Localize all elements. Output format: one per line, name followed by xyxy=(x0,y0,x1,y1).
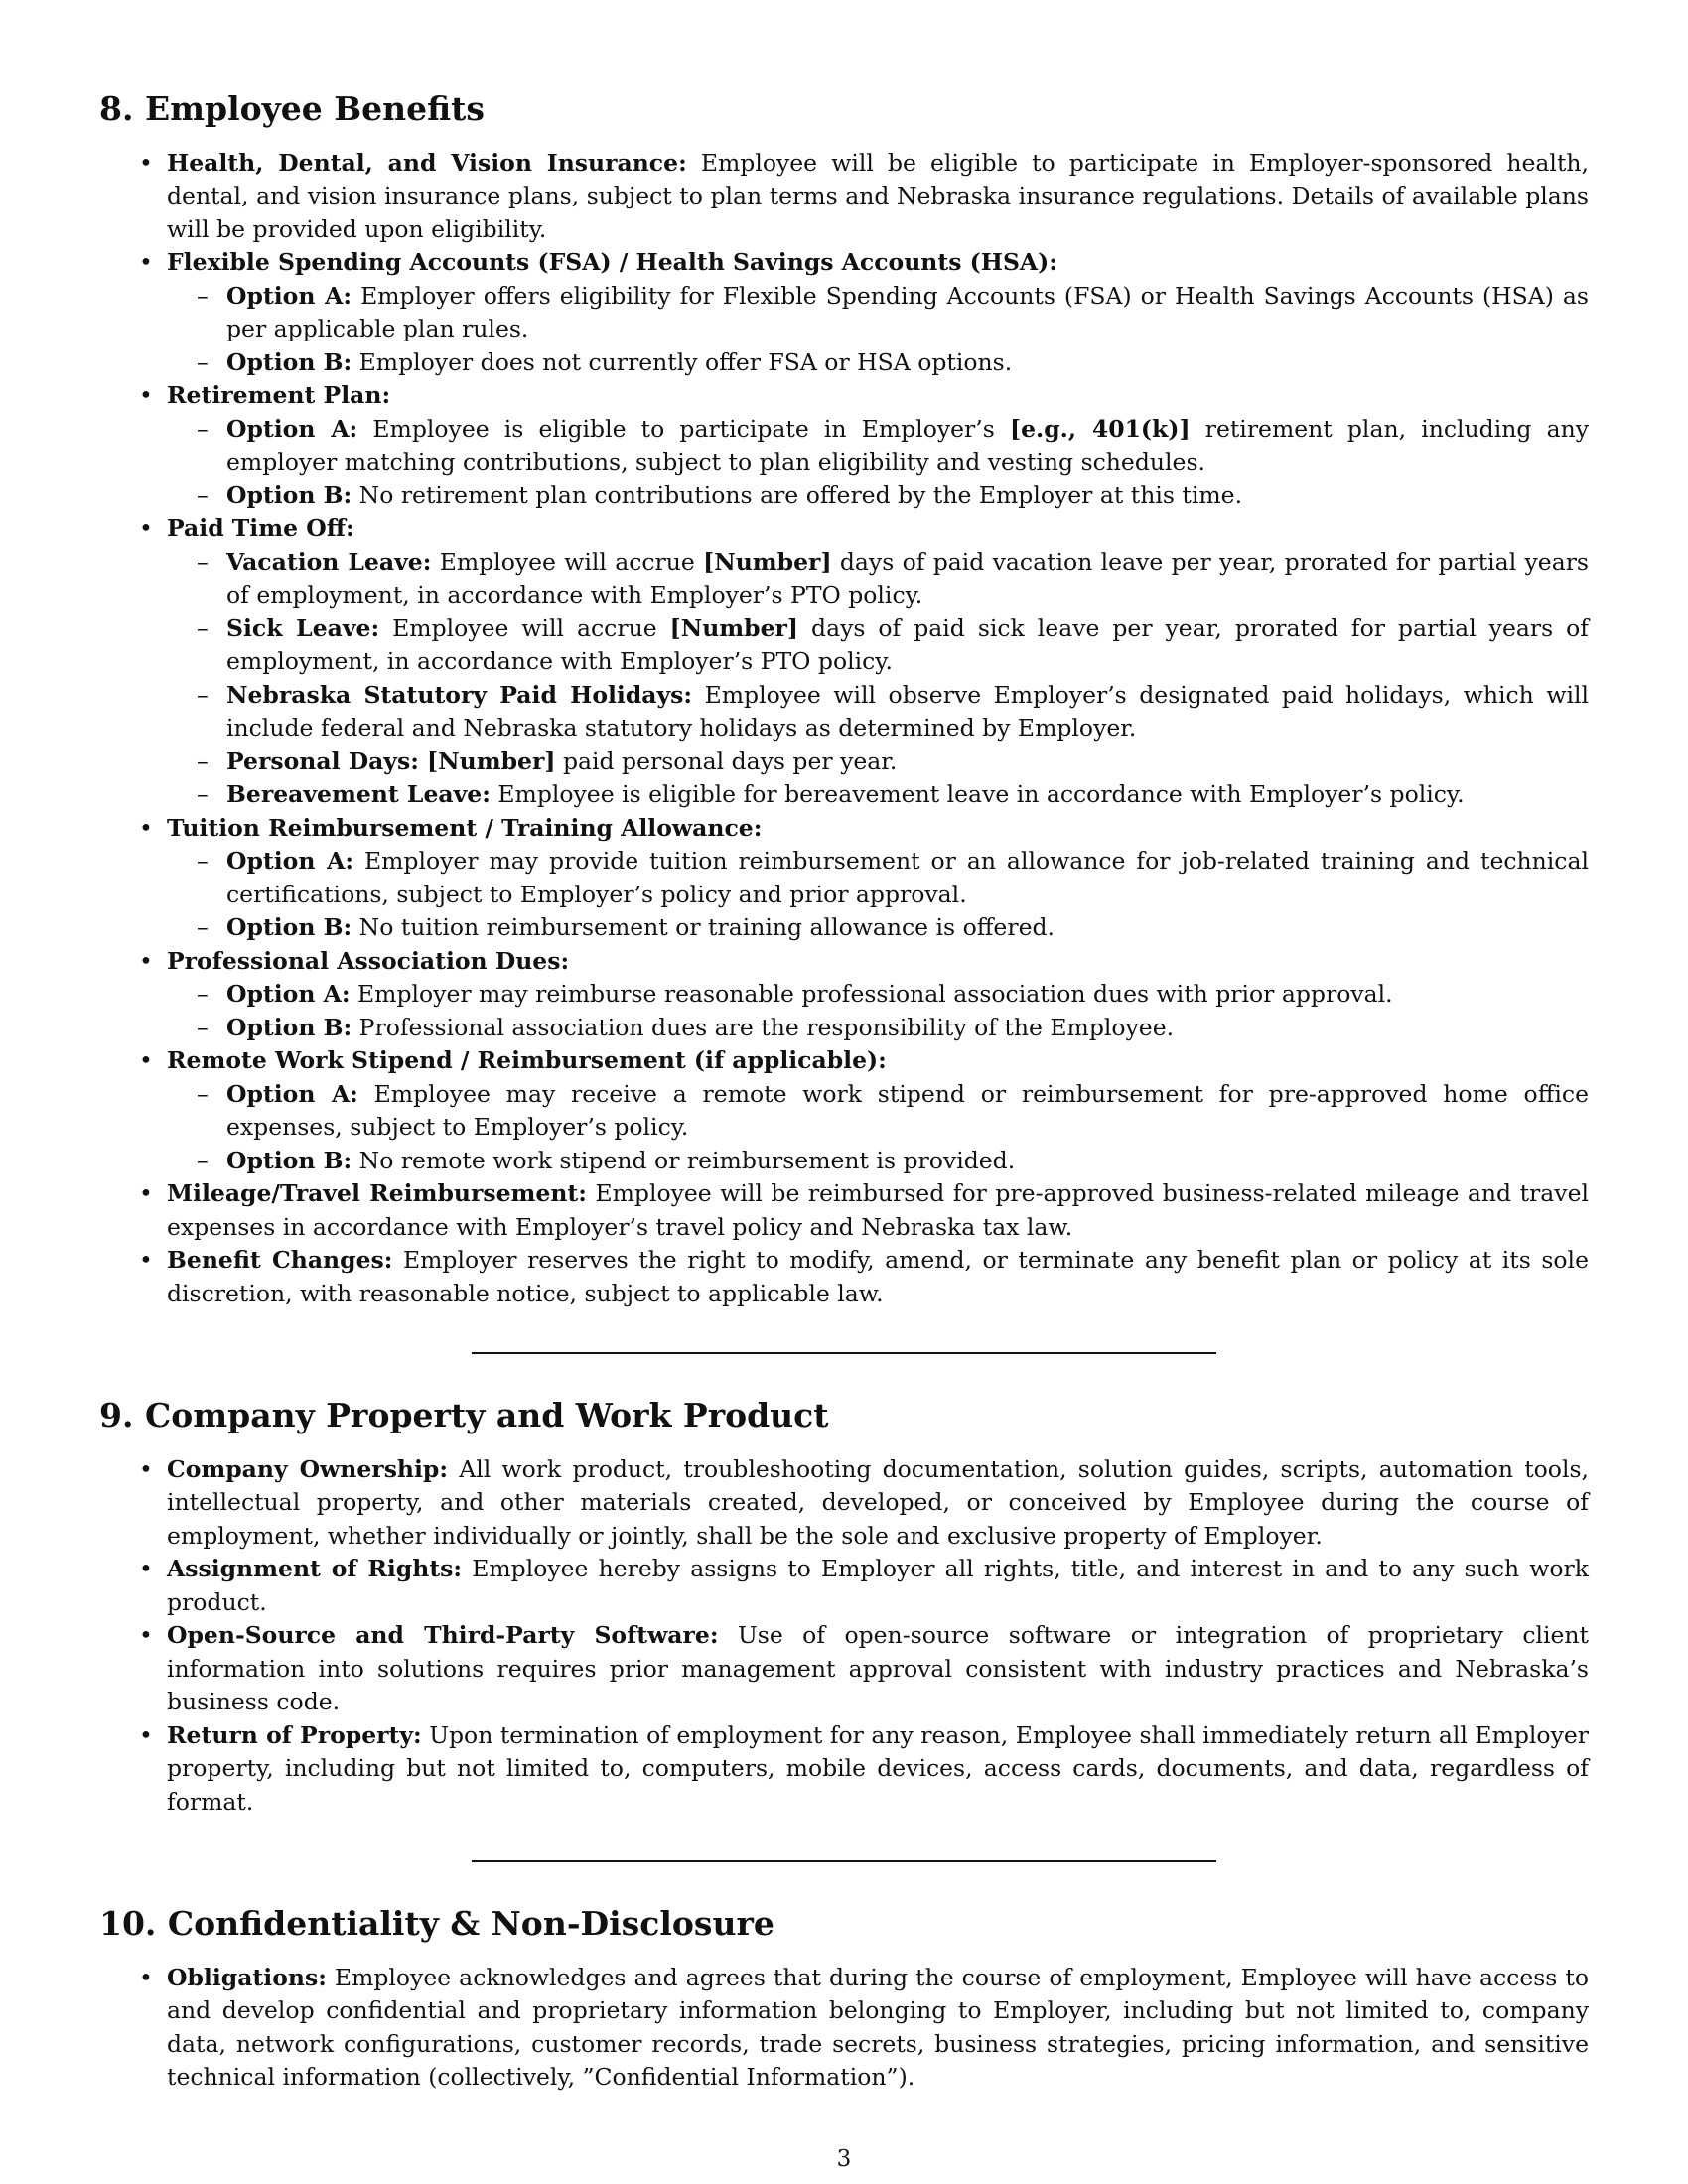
sub-item: – Option B: No remote work stipend or reimbursement is provided. xyxy=(226,1145,1589,1178)
section-9-list xyxy=(99,1453,1589,1820)
sub-item: – Option A: Employer offers eligibility for Flexible Spending Accounts (FSA) or Health Savings Accounts (HSA) as per applicable plan rules. xyxy=(226,280,1589,346)
list-item: • Assignment of Rights: Employee hereby assigns to Employer all rights, title, and interest in and to any such work product. xyxy=(167,1553,1589,1619)
section-10-heading: 10. Confidentiality & Non-Disclosure xyxy=(99,1904,774,1944)
list-item: • Paid Time Off: – Vacation Leave: Employee will accrue [Number] days of paid vacation leave per year, prorated for partial years of employment, in accordance with Employer’s PTO policy. – Sick Leave: Employee will accrue [Number] days of paid sick leave per year, prorated for partial years of employment, in accordance with Employer’s PTO policy. – Nebraska Statutory Paid Holidays: Employee will observe Employer’s designated paid holidays, which will include federal and Nebraska statutory holidays as determined by Employer. – Personal Days: [Number] paid personal days per year. – Bereavement Leave: Employee is eligible for bereavement leave in accordance with Employer’s policy. xyxy=(167,512,1589,812)
list-item: • Professional Association Dues: – Option A: Employer may reimburse reasonable professional association dues with prior approval. – Option B: Professional association dues are the responsibility of the Employee. xyxy=(167,945,1589,1045)
sub-item: – Nebraska Statutory Paid Holidays: Employee will observe Employer’s designated paid holidays, which will include federal and Nebraska statutory holidays as determined by Employer. xyxy=(226,679,1589,746)
sub-item: – Option B: No tuition reimbursement or training allowance is offered. xyxy=(226,911,1589,945)
sub-item: – Option A: Employer may reimburse reasonable professional association dues with prior approval. xyxy=(226,978,1589,1012)
sub-item: – Option B: Employer does not currently offer FSA or HSA options. xyxy=(226,346,1589,380)
document-page xyxy=(99,89,1589,2095)
section-divider xyxy=(472,1352,1216,1354)
list-item: • Obligations: Employee acknowledges and agrees that during the course of employment, Employee will have access to and develop confidential and proprietary information belonging to Employer, including but not limited to, company data, network configurations, customer records, trade secrets, business strategies, pricing information, and sensitive technical information (collectively, ”Confidential Information”). xyxy=(167,1962,1589,2095)
section-8-list xyxy=(99,147,1589,1311)
list-item: • Health, Dental, and Vision Insurance: Employee will be eligible to participate in Employer-sponsored health, dental, and vision insurance plans, subject to plan terms and Nebraska insurance regulations. Details of available plans will be provided upon eligibility. xyxy=(167,147,1589,247)
list-item: • Benefit Changes: Employer reserves the right to modify, amend, or terminate any benefit plan or policy at its sole discretion, with reasonable notice, subject to applicable law. xyxy=(167,1244,1589,1310)
sub-item: – Vacation Leave: Employee will accrue [Number] days of paid vacation leave per year, prorated for partial years of employment, in accordance with Employer’s PTO policy. xyxy=(226,546,1589,613)
list-item: • Return of Property: Upon termination of employment for any reason, Employee shall immediately return all Employer property, including but not limited to, computers, mobile devices, access cards, documents, and data, regardless of format. xyxy=(167,1719,1589,1820)
section-10-list xyxy=(99,1962,1589,2095)
sub-item: – Option A: Employer may provide tuition reimbursement or an allowance for job-related training and technical certifications, subject to Employer’s policy and prior approval. xyxy=(226,845,1589,911)
page-number: 3 xyxy=(836,2146,852,2172)
list-item: • Retirement Plan: – Option A: Employee is eligible to participate in Employer’s [e.g., 401(k)] retirement plan, including any employer matching contributions, subject to plan eligibility and vesting schedules. – Option B: No retirement plan contributions are offered by the Employer at this time. xyxy=(167,379,1589,512)
sub-item: – Personal Days: [Number] paid personal days per year. xyxy=(226,746,1589,779)
list-item: • Mileage/Travel Reimbursement: Employee will be reimbursed for pre-approved business-related mileage and travel expenses in accordance with Employer’s travel policy and Nebraska tax law. xyxy=(167,1177,1589,1244)
section-8-heading: 8. Employee Benefits xyxy=(99,89,485,128)
list-item: • Company Ownership: All work product, troubleshooting documentation, solution guides, scripts, automation tools, intellectual property, and other materials created, developed, or conceived by Employee during the course of employment, whether individually or jointly, shall be the sole and exclusive property of Employer. xyxy=(167,1453,1589,1554)
section-9-heading: 9. Company Property and Work Product xyxy=(99,1396,829,1435)
list-item: • Tuition Reimbursement / Training Allowance: – Option A: Employer may provide tuition reimbursement or an allowance for job-related training and technical certifications, subject to Employer’s policy and prior approval. – Option B: No tuition reimbursement or training allowance is offered. xyxy=(167,812,1589,945)
sub-item: – Option B: No retirement plan contributions are offered by the Employer at this time. xyxy=(226,479,1589,513)
sub-item: – Option A: Employee is eligible to participate in Employer’s [e.g., 401(k)] retirement plan, including any employer matching contributions, subject to plan eligibility and vesting schedules. xyxy=(226,413,1589,479)
list-item: • Flexible Spending Accounts (FSA) / Health Savings Accounts (HSA): – Option A: Employer offers eligibility for Flexible Spending Accounts (FSA) or Health Savings Accounts (HSA) as per applicable plan rules. – Option B: Employer does not currently offer FSA or HSA options. xyxy=(167,246,1589,379)
sub-item: – Option A: Employee may receive a remote work stipend or reimbursement for pre-approved home office expenses, subject to Employer’s policy. xyxy=(226,1078,1589,1145)
sub-item: – Option B: Professional association dues are the responsibility of the Employee. xyxy=(226,1012,1589,1045)
section-divider xyxy=(472,1860,1216,1862)
sub-item: – Bereavement Leave: Employee is eligible for bereavement leave in accordance with Employer’s policy. xyxy=(226,778,1589,812)
list-item: • Open-Source and Third-Party Software: Use of open-source software or integration of proprietary client information into solutions requires prior management approval consistent with industry practices and Nebraska’s business code. xyxy=(167,1619,1589,1719)
list-item: • Remote Work Stipend / Reimbursement (if applicable): – Option A: Employee may receive a remote work stipend or reimbursement for pre-approved home office expenses, subject to Employer’s policy. – Option B: No remote work stipend or reimbursement is provided. xyxy=(167,1044,1589,1177)
sub-item: – Sick Leave: Employee will accrue [Number] days of paid sick leave per year, prorated for partial years of employment, in accordance with Employer’s PTO policy. xyxy=(226,613,1589,679)
